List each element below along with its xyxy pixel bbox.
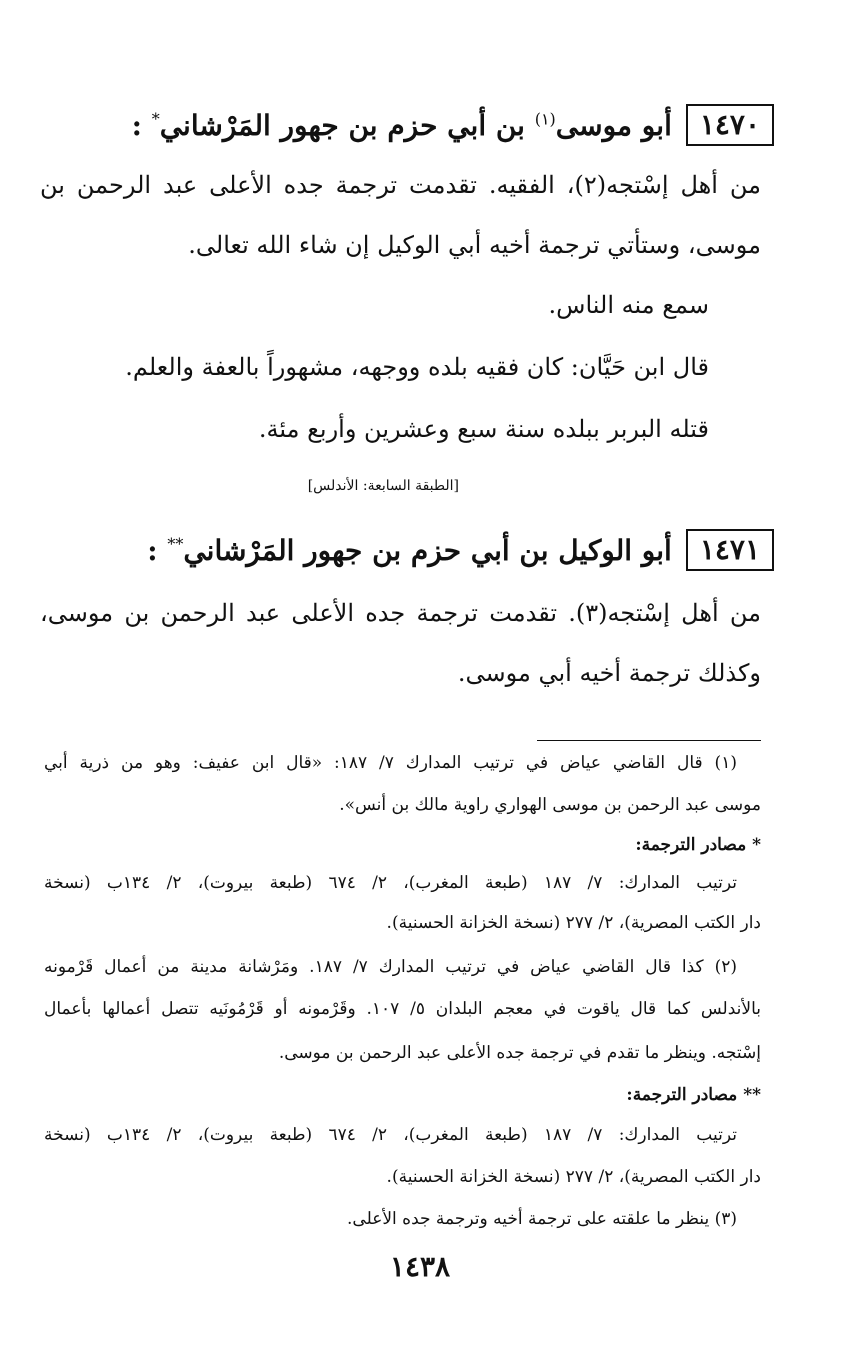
footnote-line: ترتيب المدارك: ٧/ ١٨٧ (طبعة المغرب)، ٢/ ٦٧٤ (طبعة بيروت)، ٢/ ١٣٤ب (نسخة bbox=[44, 1125, 737, 1145]
footnote-line: إسْتجه. وينظر ما تقدم في ترجمة جده الأعلى عبد الرحمن بن موسى. bbox=[278, 1043, 761, 1063]
entry-body-line: من أهل إسْتجه(٢)، الفقيه. تقدمت ترجمة جده الأعلى عبد الرحمن بن bbox=[40, 171, 761, 199]
footnote-line: موسى عبد الرحمن بن موسى الهواري راوية مالك بن أنس». bbox=[339, 795, 761, 815]
entry-number-box: ١٤٧٠ bbox=[686, 104, 774, 146]
footnote-line: بالأندلس كما قال ياقوت في معجم البلدان ٥/ ١٠٧. وقَرْمونه أو قَرْمُونَيه تتصل أعمالها بأعمال bbox=[44, 999, 761, 1019]
footnote-marker: (١) bbox=[534, 109, 556, 129]
entry-body-line: موسى، وستأتي ترجمة أخيه أبي الوكيل إن شاء الله تعالى. bbox=[188, 231, 761, 259]
footnote-separator bbox=[537, 740, 761, 741]
footnote-line: دار الكتب المصرية)، ٢/ ٢٧٧ (نسخة الخزانة الحسنية). bbox=[386, 913, 761, 933]
footnote-line: دار الكتب المصرية)، ٢/ ٢٧٧ (نسخة الخزانة الحسنية). bbox=[386, 1167, 761, 1187]
entry-body-line: سمع منه الناس. bbox=[548, 291, 709, 319]
footnote-line: ترتيب المدارك: ٧/ ١٨٧ (طبعة المغرب)، ٢/ ٦٧٤ (طبعة بيروت)، ٢/ ١٣٤ب (نسخة bbox=[44, 873, 737, 893]
entry-title bbox=[132, 109, 672, 142]
footnote-sources-heading: ** مصادر الترجمة: bbox=[626, 1085, 761, 1105]
footnote-line: (٣) ينظر ما علقته على ترجمة أخيه وترجمة جده الأعلى. bbox=[347, 1209, 737, 1229]
entry-title-name: أبو الوكيل بن أبي حزم بن جهور المَرْشاني bbox=[183, 533, 672, 567]
source-star-marker: * bbox=[151, 109, 160, 129]
entry-body-line: قتله البربر ببلده سنة سبع وعشرين وأربع مئة. bbox=[258, 415, 709, 443]
entry-heading-1471 bbox=[40, 525, 774, 575]
entry-title bbox=[147, 534, 672, 567]
entry-number-box: ١٤٧١ bbox=[686, 529, 774, 571]
footnote-line: (١) قال القاضي عياض في ترتيب المدارك ٧/ ١٨٧: «قال ابن عفيف: وهو من ذرية أبي bbox=[44, 753, 737, 773]
footnote-sources-heading: * مصادر الترجمة: bbox=[635, 835, 761, 855]
entry-body-line: من أهل إسْتجه(٣). تقدمت ترجمة جده الأعلى عبد الرحمن بن موسى، bbox=[40, 599, 762, 627]
entry-body-line: قال ابن حَيَّان: كان فقيه بلده ووجهه، مشهوراً بالعفة والعلم. bbox=[125, 353, 709, 381]
heading-colon: : bbox=[131, 108, 142, 142]
entry-heading-1470 bbox=[40, 100, 774, 150]
entry-title-lineage: بن أبي حزم بن جهور المَرْشاني bbox=[159, 108, 525, 142]
source-star-marker: ** bbox=[167, 534, 184, 554]
heading-colon: : bbox=[147, 533, 158, 567]
page-number: ١٤٣٨ bbox=[389, 1250, 451, 1283]
entry-title-name: أبو موسى bbox=[555, 108, 672, 142]
running-head: [الطبقة السابعة: الأندلس] bbox=[307, 478, 459, 494]
footnote-line: (٢) كذا قال القاضي عياض في ترتيب المدارك ٧/ ١٨٧. ومَرْشانة مدينة من أعمال قَرْمونه bbox=[44, 957, 737, 977]
entry-body-line: وكذلك ترجمة أخيه أبي موسى. bbox=[457, 659, 761, 687]
